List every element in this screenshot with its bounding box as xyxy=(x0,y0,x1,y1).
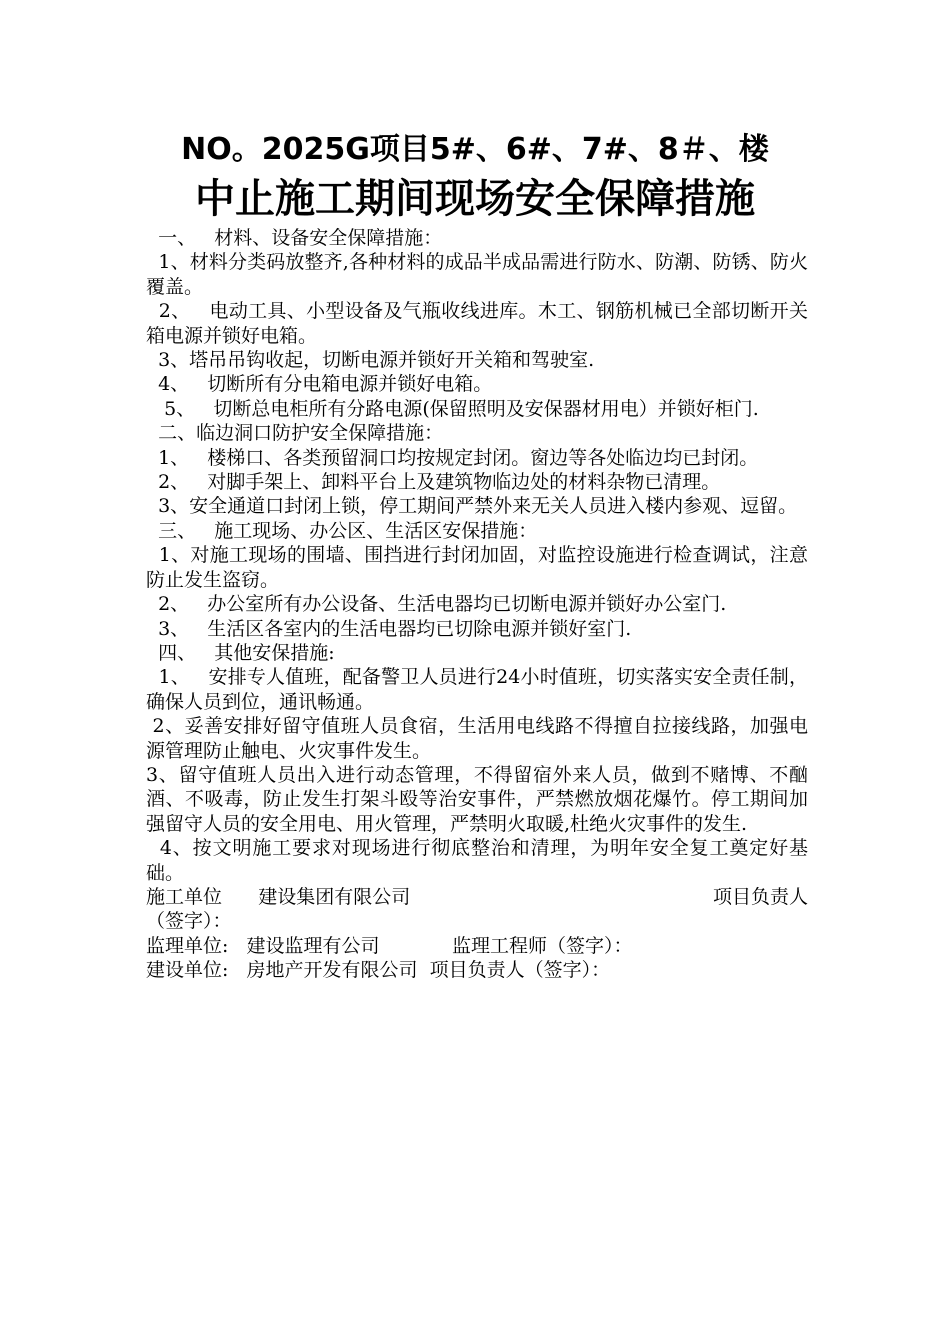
document-title-line2: 中止施工期间现场安全保障措施 xyxy=(195,176,755,222)
paragraph: 1、对施工现场的围墙、围挡进行封闭加固，对监控设施进行检查调试，注意防止发生盗窃。 xyxy=(146,544,808,591)
signature-construction-unit: 施工单位 建设集团有限公司 xyxy=(146,885,411,908)
paragraph: 5、 切断总电柜所有分路电源(保留照明及安保器材用电）并锁好柜门. xyxy=(146,397,759,420)
paragraph: 2、 办公室所有办公设备、生活电器均已切断电源并锁好办公室门. xyxy=(146,593,727,616)
paragraph: 2、 电动工具、小型设备及气瓶收线进库。木工、钢筋机械已全部切断开关箱电源并锁好电箱。 xyxy=(146,300,808,347)
document-title-line1: NO。2025G项目5#、6#、7#、8＃、楼 xyxy=(181,132,769,167)
signature-owner: 建设单位: 房地产开发有限公司 项目负责人（签字）： xyxy=(146,959,611,982)
paragraph: 4、 切断所有分电箱电源并锁好电箱。 xyxy=(146,373,493,396)
paragraph: 4、按文明施工要求对现场进行彻底整治和清理，为明年安全复工奠定好基础。 xyxy=(146,837,808,884)
paragraph: 2、妥善安排好留守值班人员食宿，生活用电线路不得擅自拉接线路，加强电源管理防止触电、火灾事件发生。 xyxy=(146,715,809,762)
paragraph: 1、 楼梯口、各类预留洞口均按规定封闭。窗边等各处临边均已封闭。 xyxy=(146,446,759,469)
paragraph: 3、安全通道口封闭上锁，停工期间严禁外来无关人员进入楼内参观、逗留。 xyxy=(146,495,798,518)
paragraph: 3、塔吊吊钩收起，切断电源并锁好开关箱和驾驶室. xyxy=(146,349,595,372)
section-heading: 二、临边洞口防护安全保障措施： xyxy=(146,422,444,445)
paragraph: 3、留守值班人员出入进行动态管理，不得留宿外来人员，做到不赌博、不酗酒、不吸毒，防止发生打架斗殴等治安事件，严禁燃放烟花爆竹。停工期间加强留守人员的安全用电、用火管理，严禁明火取暖,杜绝火灾事件的发生. xyxy=(146,763,808,835)
signature-construction-sign: （签字）： xyxy=(146,910,232,933)
document-body xyxy=(146,226,808,983)
section-heading: 四、 其他安保措施: xyxy=(146,641,335,664)
paragraph: 1、 安排专人值班，配备警卫人员进行24小时值班，切实落实安全责任制，确保人员到位，通讯畅通。 xyxy=(146,666,808,713)
signature-supervision: 监理单位: 建设监理有公司 监理工程师（签字）： xyxy=(146,934,633,957)
paragraph: 1、材料分类码放整齐,各种材料的成品半成品需进行防水、防潮、防锈、防火覆盖。 xyxy=(146,251,808,298)
signature-construction-manager: 项目负责人 xyxy=(712,885,808,908)
section-heading: 一、 材料、设备安全保障措施： xyxy=(146,227,443,249)
paragraph: 2、 对脚手架上、卸料平台上及建筑物临边处的材料杂物已清理。 xyxy=(146,471,721,494)
section-heading: 三、 施工现场、办公区、生活区安保措施： xyxy=(146,519,538,542)
signature-construction-row xyxy=(146,885,808,909)
paragraph: 3、 生活区各室内的生活电器均已切除电源并锁好室门. xyxy=(146,617,632,640)
